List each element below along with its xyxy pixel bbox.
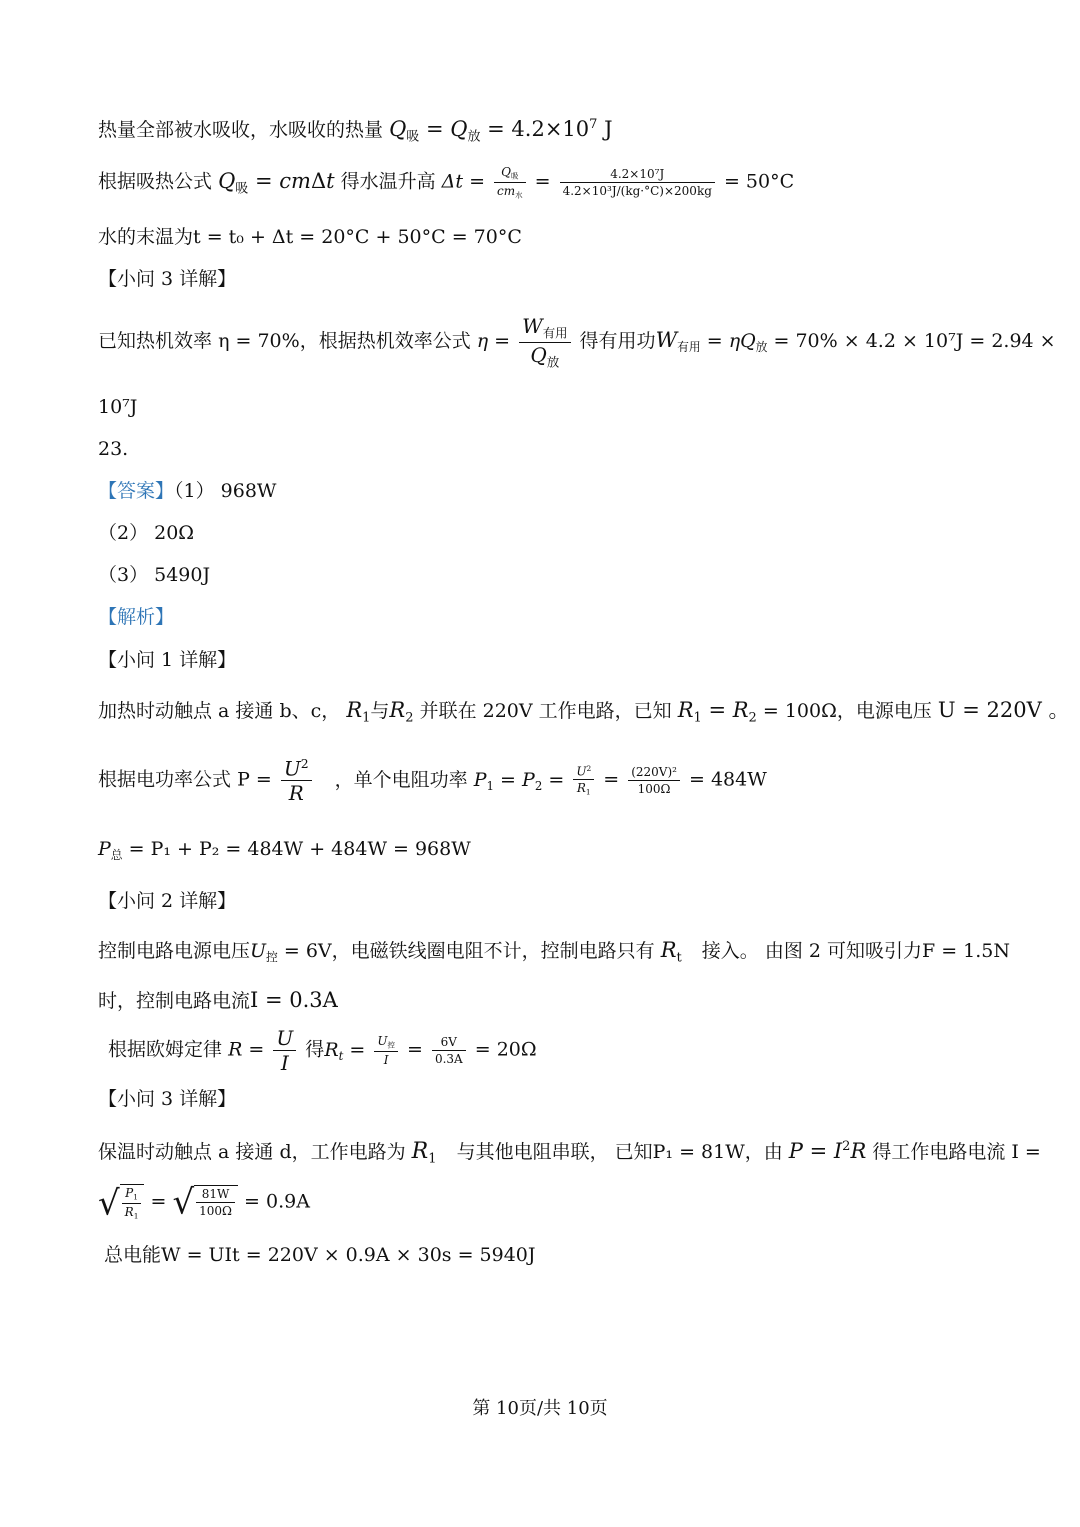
efficiency-line: 已知热机效率 η = 70%，根据热机效率公式 η = $\frac{W_{有用}}{Q_放}$ 得有用功$W_{有用} = \eta Q_放 = 70\% \times 4.2 \times 10^7J = 2.94$ × [98,314,1056,370]
efficiency-fraction: $\frac{W_{有用}}{Q_放}$ [519,316,570,368]
question-number: 23. [98,438,129,460]
sub3-line1: 保温时动触点 a 接通 d，工作电路为 $R_1$ 与其他电阻串联， 已知P₁ = 81W，由 $P = I^2R$ 得工作电路电流 I = [98,1138,1041,1167]
temp-rise-line: 根据吸热公式 $Q_吸 = cm\Delta t$ 得水温升高 Δt = $\frac{Q_吸}{cm_水}$ = $\frac{\text{4.2×10⁷J}}{\text{4.2×10³J/(kg·°C)×200kg}}$ = 50°C [98,165,795,200]
sub2-line2 [98,990,338,1011]
temp-rise-result: = 50°C [723,170,795,193]
total-power-eq: = P₁ + P₂ = 484W + 484W = 968W [128,838,471,860]
sub1-heading: 【小问 1 详解】 [98,649,237,671]
final-temp-eq: t = t₀ + Δt = 20°C + 50°C = 70°C [193,226,522,248]
efficiency-mid: ，根据热机效率公式 [299,330,471,353]
power-symbolic-fraction: $\frac{U^2}{R_1}$ [573,765,594,796]
ohm-law-fraction: $\frac{U}{I}$ [273,1028,296,1073]
efficiency-result-cont: 10⁷J [98,396,138,418]
sub1-line1-a: 加热时动触点 a 接通 b、c， [98,700,341,722]
sub2-line1-d: F = 1.5N [922,940,1011,962]
sub2-line3-a: 根据欧姆定律 [108,1038,223,1061]
efficiency-result: = 70% × 4.2 × 10⁷J = 2.94 × [773,330,1056,353]
temp-rise-intro: 根据吸热公式 [98,170,213,193]
sqrt-numeric: √ $\frac{81W}{100\Omega}$ [172,1185,238,1220]
answer-label: 【答案】 [98,480,175,502]
heat-absorbed-eq: $Q_吸 = Q_放 = 4.2\times 10^7$ J [389,116,613,145]
q3-heading: 【小问 3 详解】 [98,268,237,290]
delta-t-eq: Δt = [441,170,485,193]
final-temp-intro: 水的末温为 [98,226,194,248]
sub3-line2: √ $\frac{P_1}{R_1}$ = √ $\frac{81W}{100\Omega}$ = 0.9A [98,1182,310,1224]
power-numeric-fraction: $\frac{\text{(220V)²}}{100\Omega}$ [628,766,680,795]
efficiency-intro: 已知热机效率 [98,330,213,353]
delta-t-symbolic-fraction: $\frac{Q_吸}{cm_水}$ [494,166,526,199]
sub1-line1-c: = 100Ω，电源电压 [762,700,932,722]
temp-rise-mid: 得水温升高 [340,170,436,193]
sub2-heading: 【小问 2 详解】 [98,890,237,912]
sub3-line1-e: I = [1011,1140,1041,1163]
heat-absorbed-line [98,118,613,143]
sub3-line3-b: W = UIt = 220V × 0.9A × 30s = 5940J [161,1244,536,1266]
sub1-line2-a: 根据电功率公式 [98,768,232,791]
answer-line-1 [98,482,276,501]
rt-numeric-fraction: $\frac{6V}{0.3A}$ [432,1036,466,1065]
final-temp-line [98,228,522,247]
answer-1: （1） 968W [174,480,277,502]
sub2-line3: 根据欧姆定律 R = $\frac{U}{I}$ 得$R_t$ = $\frac{U_控}{I}$ = $\frac{6V}{0.3A}$ = 20Ω [108,1026,537,1075]
heat-absorbed-intro: 热量全部被水吸收，水吸收的热量 [98,118,384,141]
sub1-line1-d: U = 220V 。 [937,698,1070,722]
sub1-line1-b: 并联在 220V 工作电路，已知 [419,700,672,722]
rt-symbolic-fraction: $\frac{U_控}{I}$ [374,1035,398,1066]
answer-2: （2） 20Ω [98,522,195,544]
sub3-line1-d: 得工作电路电流 [872,1140,1006,1163]
sub3-line3 [104,1246,536,1265]
sub1-line1: 加热时动触点 a 接通 b、c， $R_1$与$R_2$ 并联在 220V 工作电路，已知 $R_1 = R_2 = 100\Omega$，电源电压 U = 220V 。 [98,698,1070,726]
sub1-line2-result: = 484W [688,768,767,791]
sub3-line1-a: 保温时动触点 a 接通 d，工作电路为 [98,1140,406,1163]
sub3-result: = 0.9A [244,1190,310,1213]
sub1-line2: 根据电功率公式 P = $\frac{U^2}{R}$ ，单个电阻功率 $P_1 = P_2$ = $\frac{U^2}{R_1}$ = $\frac{\text{(220V)²}}{100\Omega}$ = 484W [98,756,767,806]
delta-t-numeric-fraction: $\frac{\text{4.2×10⁷J}}{\text{4.2×10³J/(kg·°C)×200kg}}$ [560,168,715,197]
sub2-line1-c: 接入。 由图 2 可知吸引力 [701,940,922,962]
sub3-line1-b: 与其他电阻串联， 已知 [456,1140,653,1163]
total-power-line: $P_总 = P_1 + P_2 = 484W + 484W = 968W$ [98,838,471,863]
page-footer: 第 10页/共 10页 [472,1398,608,1419]
sub1-line2-b: ，单个电阻功率 [334,768,468,791]
sub2-result: = 20Ω [474,1038,537,1061]
sub2-line1: 控制电路电源电压$U_控 = 6V$，电磁铁线圈电阻不计，控制电路只有 $R_t$ 接入。 由图 2 可知吸引力F = 1.5N [98,938,1011,966]
power-formula-fraction: $\frac{U^2}{R}$ [281,758,312,803]
sub3-line3-a: 总电能 [104,1244,162,1266]
analysis-label: 【解析】 [98,606,175,628]
efficiency-value: η = 70% [218,330,300,353]
sub2-line2-text: 时，控制电路电流 [98,990,251,1012]
sub2-line1-b: = 6V，电磁铁线圈电阻不计，控制电路只有 [283,940,655,962]
sub2-line1-a: 控制电路电源电压 [98,940,251,962]
sub2-line3-b: 得 [305,1038,325,1061]
sub3-heading: 【小问 3 详解】 [98,1088,237,1110]
efficiency-after: 得有用功 [579,330,656,353]
answer-3: （3） 5490J [98,564,211,586]
sub3-line1-c: P₁ = 81W，由 [652,1140,783,1163]
sqrt-symbolic: √ $\frac{P_1}{R_1}$ [98,1184,144,1221]
sub2-line2-eq: I = 0.3A [250,988,338,1012]
absorb-formula: $Q_吸 = cm\Delta t$ [218,168,335,197]
